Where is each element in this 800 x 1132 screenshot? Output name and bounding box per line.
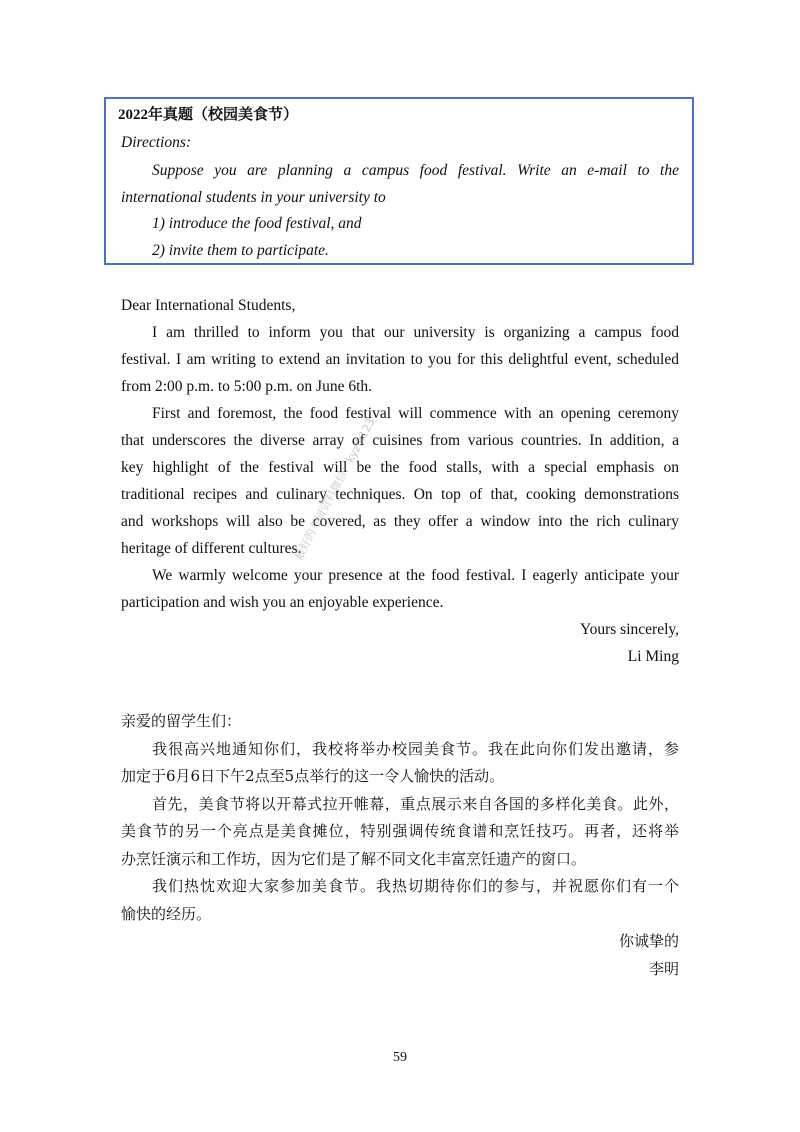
directions-line: Suppose you are planning a campus food festival. Write an e-mail to the: [152, 162, 679, 179]
watermark: 最好的考研资料微信：kyzlk123: [291, 415, 378, 563]
letter-line: First and foremost, the food festival will commence with an opening ceremony: [152, 405, 679, 422]
translation-signature: 李明: [648, 960, 679, 978]
directions-item: 1) introduce the food festival, and: [152, 215, 362, 232]
letter-line: from 2:00 p.m. to 5:00 p.m. on June 6th.: [121, 378, 373, 395]
letter-line: heritage of different cultures.: [121, 540, 302, 557]
letter-line: We warmly welcome your presence at the food festival. I eagerly anticipate your: [152, 567, 679, 584]
letter-line: I am thrilled to inform you that our university is organizing a campus food: [152, 324, 679, 341]
letter-line: participation and wish you an enjoyable experience.: [121, 594, 444, 611]
letter-line: that underscores the diverse array of cuisines from various countries. In addition, a: [121, 432, 679, 449]
letter-closing: Yours sincerely,: [579, 621, 679, 638]
letter-line: festival. I am writing to extend an invitation to you for this delightful event, scheduled: [121, 351, 679, 368]
translation-line: 美食节的另一个亮点是美食摊位，特别强调传统食谱和烹饪技巧。再者，还将举: [121, 822, 679, 840]
directions-label: Directions:: [121, 134, 192, 151]
letter-line: key highlight of the festival will be the food stalls, with a special emphasis on: [121, 459, 679, 476]
letter-line: traditional recipes and culinary techniques. On top of that, cooking demonstrations: [121, 486, 679, 503]
translation-line: 愉快的经历。: [121, 905, 212, 923]
translation-closing: 你诚挚的: [618, 932, 679, 950]
translation-line: 我们热忱欢迎大家参加美食节。我热切期待你们的参与，并祝愿你们有一个: [152, 877, 679, 895]
translation-line: 我很高兴地通知你们，我校将举办校园美食节。我在此向你们发出邀请，参: [152, 740, 679, 758]
letter-line: and workshops will also be covered, as they offer a window into the rich culinary: [121, 513, 679, 530]
translation-salutation: 亲爱的留学生们：: [121, 712, 242, 730]
translation-line: 首先，美食节将以开幕式拉开帷幕，重点展示来自各国的多样化美食。此外，: [152, 795, 679, 813]
page-number: 59: [393, 1050, 407, 1065]
translation-line: 办烹饪演示和工作坊，因为它们是了解不同文化丰富烹饪遗产的窗口。: [121, 850, 587, 868]
letter-salutation: Dear International Students,: [121, 297, 296, 314]
letter-signature: Li Ming: [627, 648, 679, 665]
directions-item: 2) invite them to participate.: [152, 242, 329, 259]
directions-line: international students in your university to: [121, 189, 386, 206]
translation-line: 加定于6月6日下午2点至5点举行的这一令人愉快的活动。: [121, 767, 505, 785]
directions-title: 2022年真题（校园美食节）: [118, 107, 299, 123]
